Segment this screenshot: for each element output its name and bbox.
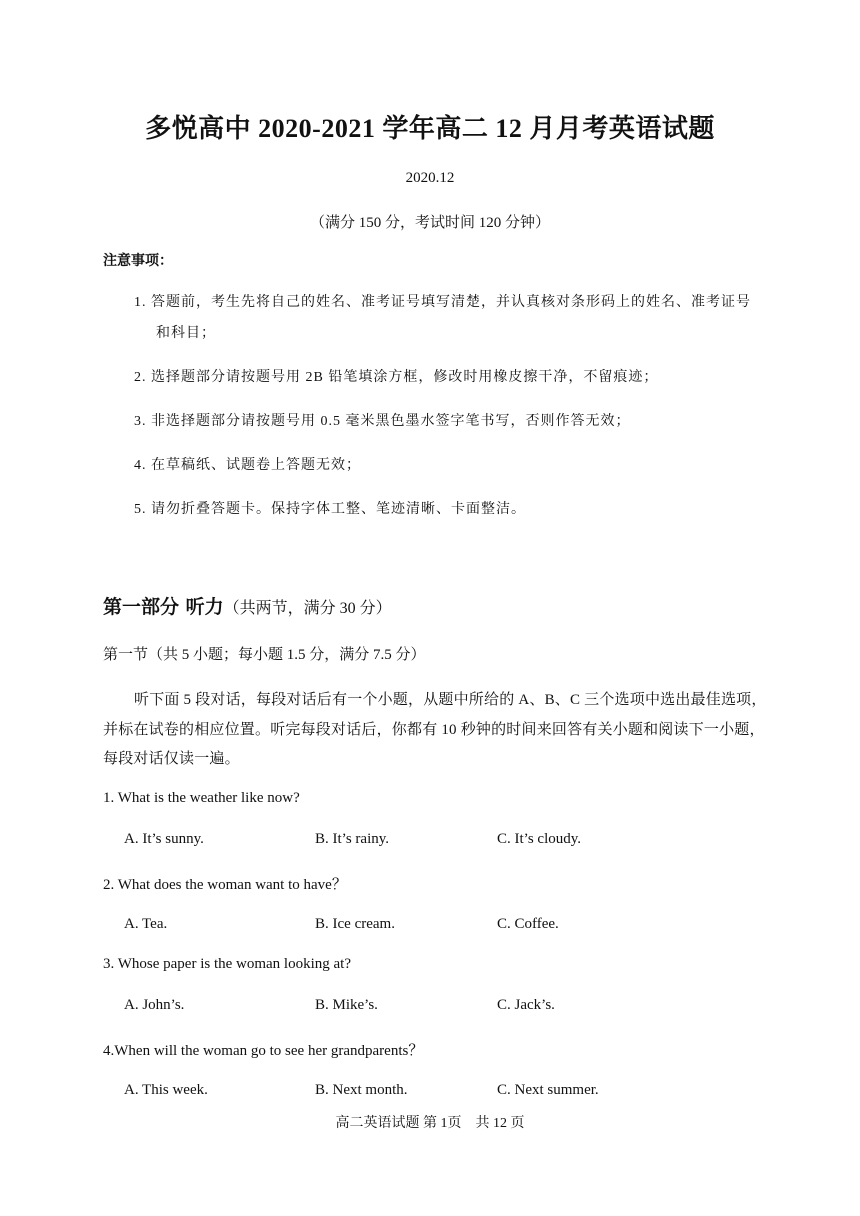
option-4a: A. This week. <box>124 1082 208 1098</box>
question-1: 1. What is the weather like now? <box>103 790 300 806</box>
instructions-line-3: 每段对话仅读一遍。 <box>103 751 240 767</box>
note-item-1 <box>134 291 751 311</box>
note-number: 3. <box>134 414 147 429</box>
instructions-line-1: 听下面 5 段对话，每段对话后有一个小题，从题中所给的 A、B、C 三个选项中选出最佳选项， <box>134 692 767 708</box>
note-text: 选择题部分请按题号用 2B 铅笔填涂方框，修改时用橡皮擦干净，不留痕迹； <box>151 370 659 385</box>
note-text: 答题前，考生先将自己的姓名、准考证号填写清楚，并认真核对条形码上的姓名、准考证号 <box>151 295 751 310</box>
page-footer: 高二英语试题 第 1页 共 12 页 <box>335 1116 525 1131</box>
exam-date: 2020.12 <box>405 170 455 186</box>
note-item-5 <box>134 498 526 518</box>
option-2c: C. Coffee. <box>497 916 559 932</box>
option-3c: C. Jack’s. <box>497 997 555 1013</box>
option-3a: A. John’s. <box>124 997 185 1013</box>
score-info: （满分 150 分，考试时间 120 分钟） <box>309 215 550 231</box>
option-1a: A. It’s sunny. <box>124 831 204 847</box>
part1-heading <box>103 592 392 619</box>
section1-heading: 第一节（共 5 小题；每小题 1.5 分，满分 7.5 分） <box>103 647 426 663</box>
question-2: 2. What does the woman want to have？ <box>103 877 347 893</box>
note-text: 请勿折叠答题卡。保持字体工整、笔迹清晰、卡面整洁。 <box>151 502 526 517</box>
note-item-1-continued: 和科目； <box>156 326 216 341</box>
question-3: 3. Whose paper is the woman looking at? <box>103 956 351 972</box>
option-3b: B. Mike’s. <box>315 997 378 1013</box>
note-number: 1. <box>134 295 147 310</box>
exam-title: 多悦高中 2020-2021 学年高二 12 月月考英语试题 <box>145 114 715 143</box>
option-4c: C. Next summer. <box>497 1082 599 1098</box>
option-4b: B. Next month. <box>315 1082 408 1098</box>
note-number: 2. <box>134 370 147 385</box>
instructions-line-2: 并标在试卷的相应位置。听完每段对话后，你都有 10 秒钟的时间来回答有关小题和阅读下一小题， <box>103 722 765 738</box>
part1-title: 第一部分 听力 <box>103 596 224 618</box>
note-item-2 <box>134 366 658 386</box>
note-text: 在草稿纸、试题卷上答题无效； <box>151 458 361 473</box>
notes-heading: 注意事项： <box>103 253 173 269</box>
note-number: 5. <box>134 502 147 517</box>
note-number: 4. <box>134 458 147 473</box>
note-text: 非选择题部分请按题号用 0.5 毫米黑色墨水签字笔书写，否则作答无效； <box>151 414 631 429</box>
option-1b: B. It’s rainy. <box>315 831 390 847</box>
note-item-4 <box>134 454 361 474</box>
question-4: 4.When will the woman go to see her grandparents？ <box>103 1043 424 1059</box>
part1-score-note: （共两节，满分 30 分） <box>223 600 392 617</box>
option-2b: B. Ice cream. <box>315 916 395 932</box>
note-item-3 <box>134 410 631 430</box>
option-2a: A. Tea. <box>124 916 168 932</box>
option-1c: C. It’s cloudy. <box>497 831 582 847</box>
